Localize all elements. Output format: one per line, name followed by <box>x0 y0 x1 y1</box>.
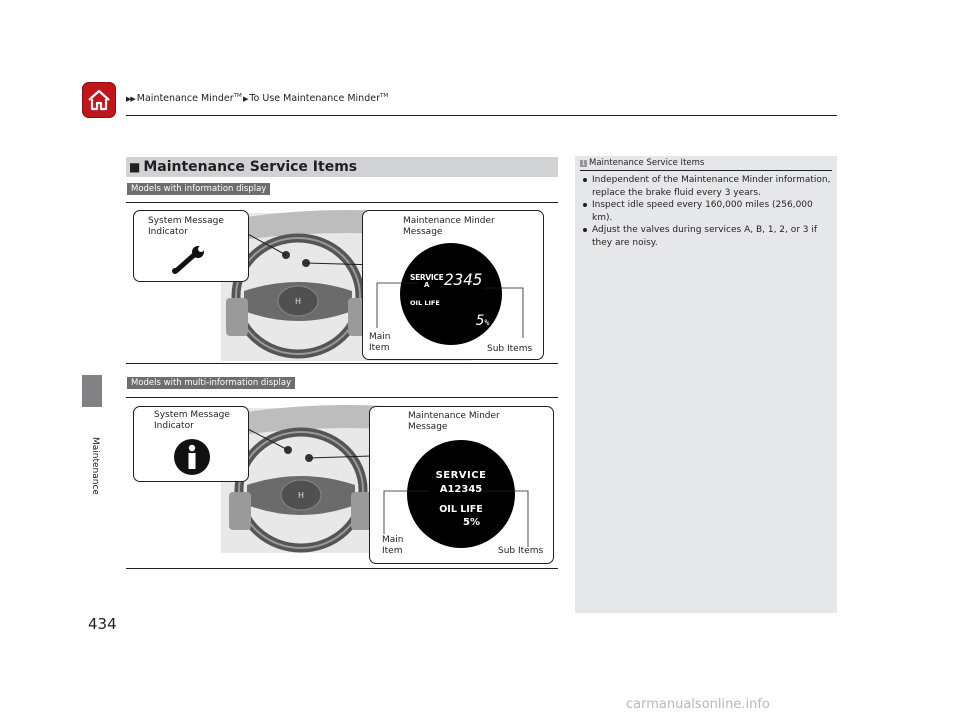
wrench-icon <box>170 245 210 275</box>
sub-items-label: Sub Items <box>498 546 544 556</box>
display-code-text: A <box>424 281 430 289</box>
display-oil-life-text: OIL LIFE <box>439 504 483 515</box>
figure-multi-information-display <box>126 397 558 569</box>
display-mileage-text: 2345 <box>444 270 483 289</box>
page-number: 434 <box>88 615 117 633</box>
note-title <box>580 158 704 168</box>
note-item: Adjust the valves during services A, B, 1, 2, or 3 if they are noisy. <box>580 224 832 249</box>
sub-items-label: Sub Items <box>487 344 533 354</box>
breadcrumb-arrow-icon: ▶▶ <box>126 95 135 103</box>
system-message-indicator-callout <box>133 406 249 482</box>
header-divider <box>126 115 837 116</box>
chapter-label: Maintenance <box>90 437 100 495</box>
message-label-line2: Message <box>408 422 448 432</box>
breadcrumb <box>126 93 388 104</box>
info-icon <box>172 437 212 477</box>
note-item: Inspect idle speed every 160,000 miles (256,000 km). <box>580 199 832 224</box>
breadcrumb-arrow-icon: ▶ <box>241 95 248 103</box>
section-title-text: Maintenance Service Items <box>143 159 358 175</box>
trademark-mark: TM <box>379 93 389 99</box>
display-code-text: A12345 <box>439 484 483 495</box>
display-percent-value: 5 <box>476 313 485 329</box>
note-marker-icon: 1 <box>581 160 586 167</box>
figure-information-display <box>126 202 558 364</box>
home-button[interactable] <box>82 82 116 118</box>
breadcrumb-item-maintenance-minder[interactable]: Maintenance Minder <box>136 93 234 104</box>
display-service-text: SERVICE <box>435 470 487 481</box>
home-icon <box>86 87 112 113</box>
message-label-line1: Maintenance Minder <box>408 411 500 421</box>
note-list <box>580 174 832 249</box>
main-item-line1: Main <box>369 332 391 342</box>
indicator-label-line1: System Message <box>148 216 224 226</box>
indicator-label-line1: System Message <box>154 410 230 420</box>
main-item-line2: Item <box>369 343 390 353</box>
display-percent-text: 5% <box>463 517 480 528</box>
note-title-text: Maintenance Service Items <box>589 158 705 168</box>
svg-text:H: H <box>297 491 305 500</box>
model-tag-information-display: Models with information display <box>127 183 270 195</box>
breadcrumb-item-to-use[interactable]: To Use Maintenance Minder <box>249 93 380 104</box>
note-item: Independent of the Maintenance Minder information, replace the brake fluid every 3 years. <box>580 174 832 199</box>
message-label-line2: Message <box>403 227 443 237</box>
main-item-line2: Item <box>382 546 403 556</box>
note-divider <box>580 170 832 171</box>
maintenance-minder-message-callout <box>362 210 544 360</box>
indicator-label-line2: Indicator <box>148 227 188 237</box>
main-item-line1: Main <box>382 535 404 545</box>
display-percent-text: 5% <box>476 313 490 329</box>
section-title: ■ Maintenance Service Items <box>129 159 358 175</box>
indicator-label-line2: Indicator <box>154 421 194 431</box>
system-message-indicator-callout <box>133 210 249 282</box>
display-service-text: SERVICE <box>410 273 444 282</box>
svg-text:H: H <box>294 297 302 306</box>
trademark-mark: TM <box>233 93 242 99</box>
message-label-line1: Maintenance Minder <box>403 216 495 226</box>
watermark: carmanualsonline.info <box>626 697 770 712</box>
display-oil-life-text: OIL LIFE <box>410 299 440 307</box>
chapter-tab <box>82 375 102 407</box>
maintenance-minder-message-callout <box>369 406 554 564</box>
model-tag-multi-information-display: Models with multi-information display <box>127 377 295 389</box>
